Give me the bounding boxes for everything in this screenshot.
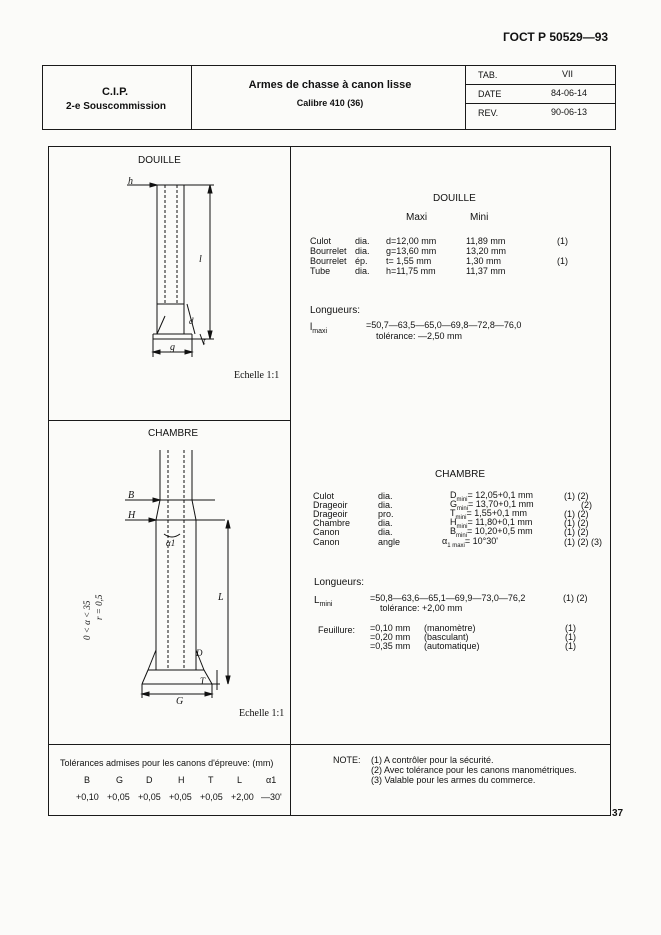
note-item: (3) Valable pour les armes du commerce.: [371, 775, 536, 785]
feuillure-desc: (manomètre): [424, 623, 476, 633]
feuillure-label: Feuillure:: [318, 625, 356, 635]
tolerance-symbol: T: [208, 775, 214, 785]
tolerance-symbol: α1: [266, 775, 277, 785]
feuillure-desc: (basculant): [424, 632, 469, 642]
feuillure-note: (1): [565, 632, 576, 642]
chambre-row-kind: dia.: [378, 491, 393, 501]
chambre-row-notes: (1) (2): [564, 509, 589, 519]
note-item: (2) Avec tolérance pour les canons manométriques.: [371, 765, 577, 775]
subcommission: 2-e Souscommission: [65, 101, 167, 112]
chambre-row-value: $H_{mini}= 11,80+0,1$ mm: [450, 517, 533, 530]
feuillure-note: (1): [565, 641, 576, 651]
douille-lmaxi-label: $l_{maxi}$: [310, 322, 328, 335]
tolerance-symbol: H: [178, 775, 185, 785]
chambre-label-d: D: [196, 648, 203, 658]
tolerance-symbol: B: [84, 775, 91, 785]
chambre-row-kind: dia.: [378, 527, 393, 537]
chambre-row-notes: (2): [581, 500, 592, 510]
tolerance-value: +0,05: [107, 792, 130, 802]
douille-label-h: h: [128, 176, 133, 187]
chambre-row-name: Canon: [313, 537, 340, 547]
douille-col-mini: Mini: [470, 212, 489, 223]
douille-row-note: (1): [557, 256, 568, 266]
douille-lmaxi-values: =50,7—63,5—65,0—69,8—72,8—76,0: [366, 320, 522, 330]
tolerance-symbol: G: [116, 775, 124, 785]
tolerance-value: +0,05: [169, 792, 192, 802]
douille-row-note: (1): [557, 236, 568, 246]
page-number: 37: [612, 808, 624, 819]
douille-row-name: Tube: [310, 266, 331, 276]
standard-number: ГОСТ Р 50529—93: [503, 30, 609, 44]
chambre-lmini-values: =50,8—63,6—65,1—69,9—73,0—76,2: [370, 593, 526, 603]
douille-table-title: DOUILLE: [433, 193, 476, 204]
douille-label-t: t: [203, 336, 206, 346]
chambre-tolerance: tolérance: +2,00 mm: [380, 603, 463, 613]
feuillure-value: =0,10 mm: [370, 623, 411, 633]
chambre-label-alpha: α1: [166, 538, 176, 548]
chambre-longueurs-label: Longueurs:: [314, 577, 365, 588]
chambre-row-name: Canon: [313, 527, 340, 537]
chambre-label-b: B: [128, 490, 135, 501]
tolerances-title: Tolérances admises pour les canons d'épreuve: (mm): [60, 758, 274, 768]
chambre-row-value: $B_{mini}= 10,20+0,5$ mm: [450, 526, 533, 539]
chambre-drawing-title: CHAMBRE: [148, 428, 199, 439]
rev-value: 90-06-13: [551, 107, 588, 117]
chambre-row-notes: (1) (2): [564, 518, 589, 528]
chambre-scale: Echelle 1:1: [239, 708, 285, 719]
note-item: (1) A contrôler pour la sécurité.: [371, 755, 494, 765]
douille-row-kind: ép.: [355, 256, 368, 266]
douille-tolerance: tolérance: —2,50 mm: [376, 331, 463, 341]
caliber: Calibre 410 (36): [296, 98, 364, 108]
chambre-row-kind: dia.: [378, 500, 393, 510]
tolerance-value: +2,00: [231, 792, 254, 802]
chambre-label-h: H: [128, 510, 136, 521]
tolerance-value: —30': [261, 792, 282, 802]
chambre-row-value: $\alpha_{1 maxi}= 10^\circ 30'$: [442, 536, 498, 549]
feuillure-note: (1): [565, 623, 576, 633]
tab-value: VII: [562, 69, 574, 79]
douille-row-name: Culot: [310, 236, 332, 246]
douille-row-name: Bourrelet: [310, 246, 347, 256]
tolerance-symbol: D: [146, 775, 153, 785]
douille-label-l: l: [199, 254, 202, 265]
douille-row-mini: 13,20 mm: [466, 246, 507, 256]
chambre-label-g: G: [176, 696, 184, 707]
chambre-row-name: Drageoir: [313, 509, 348, 519]
douille-row-kind: dia.: [355, 246, 370, 256]
chambre-row-notes: (1) (2): [564, 491, 589, 501]
chambre-lmini-label: $L_{mini}$: [314, 595, 333, 608]
date-value: 84-06-14: [551, 88, 588, 98]
chambre-label-l: L: [218, 592, 224, 603]
douille-row-mini: 11,89 mm: [466, 236, 506, 246]
chambre-row-name: Drageoir: [313, 500, 348, 510]
douille-scale: Echelle 1:1: [234, 370, 280, 381]
chambre-spec-radius: r = 0,5: [94, 594, 104, 620]
chambre-row-notes: (1) (2): [564, 527, 589, 537]
rev-label: REV.: [478, 108, 499, 118]
org-name: C.I.P.: [101, 86, 129, 98]
douille-row-kind: dia.: [355, 236, 370, 246]
tolerance-symbol: L: [237, 775, 243, 785]
douille-row-mini: 1,30 mm: [466, 256, 502, 266]
douille-longueurs-label: Longueurs:: [310, 305, 361, 316]
tolerance-value: +0,10: [76, 792, 99, 802]
douille-row-name: Bourrelet: [310, 256, 347, 266]
douille-col-maxi: Maxi: [406, 212, 428, 223]
tolerance-value: +0,05: [200, 792, 223, 802]
douille-label-d: d: [189, 316, 194, 326]
douille-row-maxi: d=12,00 mm: [386, 236, 437, 246]
note-label: NOTE:: [333, 755, 361, 765]
date-label: DATE: [478, 89, 502, 99]
chambre-spec-angle: 0 < α < 35: [82, 600, 92, 640]
chambre-row-kind: dia.: [378, 518, 393, 528]
douille-row-maxi: t= 1,55 mm: [386, 256, 432, 266]
chambre-row-kind: pro.: [378, 509, 394, 519]
chambre-row-notes: (1) (2) (3): [564, 537, 602, 547]
chambre-label-t: T: [200, 676, 206, 686]
douille-drawing-title: DOUILLE: [138, 155, 181, 166]
chambre-row-value: $T_{mini}= 1,55+0,1$ mm: [450, 508, 528, 521]
chambre-row-value: $G_{mini}= 13,70+0,1$ mm: [450, 499, 534, 512]
tolerance-value: +0,05: [138, 792, 161, 802]
tab-label: TAB.: [478, 70, 498, 80]
douille-row-maxi: g=13,60 mm: [386, 246, 437, 256]
chambre-table-title: CHAMBRE: [435, 469, 486, 480]
chambre-row-value: $D_{mini}= 12,05+0,1$ mm: [450, 490, 534, 503]
chambre-row-name: Chambre: [313, 518, 351, 528]
douille-label-g: g: [170, 342, 175, 353]
feuillure-value: =0,35 mm: [370, 641, 411, 651]
chambre-lmini-notes: (1) (2): [563, 593, 588, 603]
chambre-row-kind: angle: [378, 537, 401, 547]
douille-row-kind: dia.: [355, 266, 370, 276]
douille-row-mini: 11,37 mm: [466, 266, 506, 276]
feuillure-desc: (automatique): [424, 641, 480, 651]
feuillure-value: =0,20 mm: [370, 632, 411, 642]
douille-row-maxi: h=11,75 mm: [386, 266, 436, 276]
chambre-row-name: Culot: [313, 491, 335, 501]
document-title: Armes de chasse à canon lisse: [248, 79, 412, 91]
